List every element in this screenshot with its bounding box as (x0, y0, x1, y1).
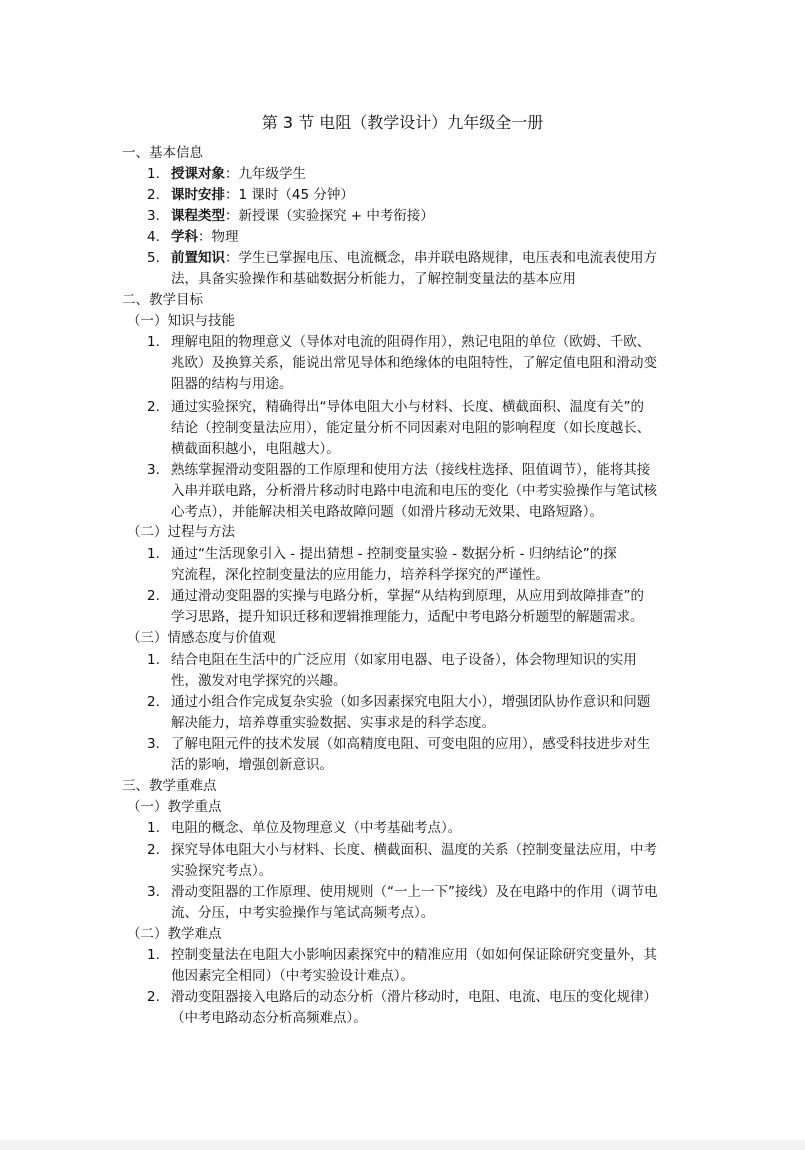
item-label: 学科 (171, 229, 198, 245)
subsection-heading: （三）情感态度与价值观 (127, 630, 276, 646)
item-text-line: 法，具备实验操作和基础数据分析能力，了解控制变量法的基本应用 (171, 271, 576, 287)
item-number: 1. (147, 947, 160, 963)
item-number: 1. (147, 334, 160, 350)
section-heading-objectives: 二、教学目标 (122, 292, 203, 308)
label-separator: ： (198, 229, 212, 245)
item-label: 课程类型 (171, 208, 225, 224)
item-text-line: 流、分压，中考实验操作与笔试高频考点）。 (171, 905, 435, 921)
subsection-heading: （一）知识与技能 (127, 313, 235, 329)
item-text-line: 理解电阻的物理意义（导体对电流的阻碍作用），熟记电阻的单位（欧姆、千欧、 (171, 334, 651, 350)
item-number: 3. (147, 208, 160, 224)
label-separator: ： (225, 187, 239, 203)
item-number: 2. (147, 989, 160, 1005)
item-text-line: 结论（控制变量法应用），能定量分析不同因素对电阻的影响程度（如长度越长、 (171, 420, 651, 436)
document-title: 第 3 节 电阻（教学设计）九年级全一册 (261, 113, 544, 132)
item-text-line: 结合电阻在生活中的广泛应用（如家用电器、电子设备），体会物理知识的实用 (171, 652, 637, 668)
item-number: 2. (147, 588, 160, 604)
item-text-line: 他因素完全相同）（中考实验设计难点）。 (171, 968, 414, 984)
item-number: 4. (147, 229, 160, 245)
item-text: 新授课（实验探究 + 中考衔接） (238, 208, 434, 224)
item-text-line: 兆欧）及换算关系，能说出常见导体和绝缘体的电阻特性，了解定值电阻和滑动变 (171, 355, 657, 371)
item-text-line: 通过小组合作完成复杂实验（如多因素探究电阻大小），增强团队协作意识和问题 (171, 694, 651, 710)
item-number: 5. (147, 250, 160, 266)
subsection-heading: （二）教学难点 (127, 926, 222, 942)
item-text-line: 探究导体电阻大小与材料、长度、横截面积、温度的关系（控制变量法应用，中考 (171, 842, 657, 858)
item-text: 1 课时（45 分钟） (238, 187, 354, 203)
item-text-line: 入串并联电路，分析滑片移动时电路中电流和电压的变化（中考实验操作与笔试核 (171, 483, 657, 499)
item-text: 学生已掌握电压、电流概念，串并联电路规律，电压表和电流表使用方 (238, 250, 657, 266)
item-number: 2. (147, 399, 160, 415)
item-text-line: 活的影响，增强创新意识。 (171, 757, 333, 773)
item-number: 1. (147, 820, 160, 836)
item-text-line: 通过实验探究，精确得出“导体电阻大小与材料、长度、横截面积、温度有关”的 (171, 399, 644, 415)
label-separator: ： (225, 250, 239, 266)
subsection-heading: （二）过程与方法 (127, 524, 235, 540)
item-text-line: 滑动变阻器接入电路后的动态分析（滑片移动时，电阻、电流、电压的变化规律） (171, 989, 657, 1005)
item-text-line: 学习思路，提升知识迁移和逻辑推理能力，适配中考电路分析题型的解题需求。 (171, 609, 644, 625)
section-heading-key-points: 三、教学重难点 (122, 778, 217, 794)
item-number: 2. (147, 694, 160, 710)
item-number: 2. (147, 842, 160, 858)
item-text: 物理 (211, 229, 239, 245)
item-text-line: 电阻的概念、单位及物理意义（中考基础考点）。 (171, 820, 462, 836)
item-text: 九年级学生 (238, 166, 306, 182)
item-text-line: 横截面积越小，电阻越大）。 (171, 441, 340, 457)
item-text-line: 控制变量法在电阻大小影响因素探究中的精准应用（如如何保证除研究变量外，其 (171, 947, 657, 963)
item-text-line: 心考点），并能解决相关电路故障问题（如滑片移动无效果、电路短路）。 (171, 504, 603, 520)
item-number: 2. (147, 187, 160, 203)
item-number: 1. (147, 546, 160, 562)
item-text-line: 实验探究考点）。 (171, 863, 273, 879)
item-text-line: 滑动变阻器的工作原理、使用规则（“一上一下”接线）及在电路中的作用（调节电 (171, 884, 658, 900)
item-text-line: 通过滑动变阻器的实操与电路分析，掌握“从结构到原理，从应用到故障排查”的 (171, 588, 644, 604)
item-label: 授课对象 (171, 166, 225, 182)
item-text-line: （中考电路动态分析高频难点）。 (171, 1010, 367, 1026)
item-text-line: 性，激发对电学探究的兴趣。 (171, 673, 347, 689)
item-text-line: 了解电阻元件的技术发展（如高精度电阻、可变电阻的应用），感受科技进步对生 (171, 736, 651, 752)
label-separator: ： (225, 208, 239, 224)
item-label: 前置知识 (171, 250, 225, 266)
item-number: 1. (147, 652, 160, 668)
item-text-line: 熟练掌握滑动变阻器的工作原理和使用方法（接线柱选择、阻值调节），能将其接 (171, 462, 651, 478)
item-text-line: 解决能力，培养尊重实验数据、实事求是的科学态度。 (171, 715, 495, 731)
item-text-line: 究流程，深化控制变量法的应用能力，培养科学探究的严谨性。 (171, 567, 549, 583)
item-text-line: 通过“生活现象引入 - 提出猜想 - 控制变量实验 - 数据分析 - 归纳结论”的探 (171, 546, 617, 562)
item-number: 3. (147, 462, 160, 478)
item-text-line: 阻器的结构与用途。 (171, 376, 293, 392)
item-number: 1. (147, 166, 160, 182)
subsection-heading: （一）教学重点 (127, 799, 222, 815)
label-separator: ： (225, 166, 239, 182)
section-heading-basic-info: 一、基本信息 (122, 145, 203, 161)
item-label: 课时安排 (171, 187, 225, 203)
item-number: 3. (147, 884, 160, 900)
item-number: 3. (147, 736, 160, 752)
